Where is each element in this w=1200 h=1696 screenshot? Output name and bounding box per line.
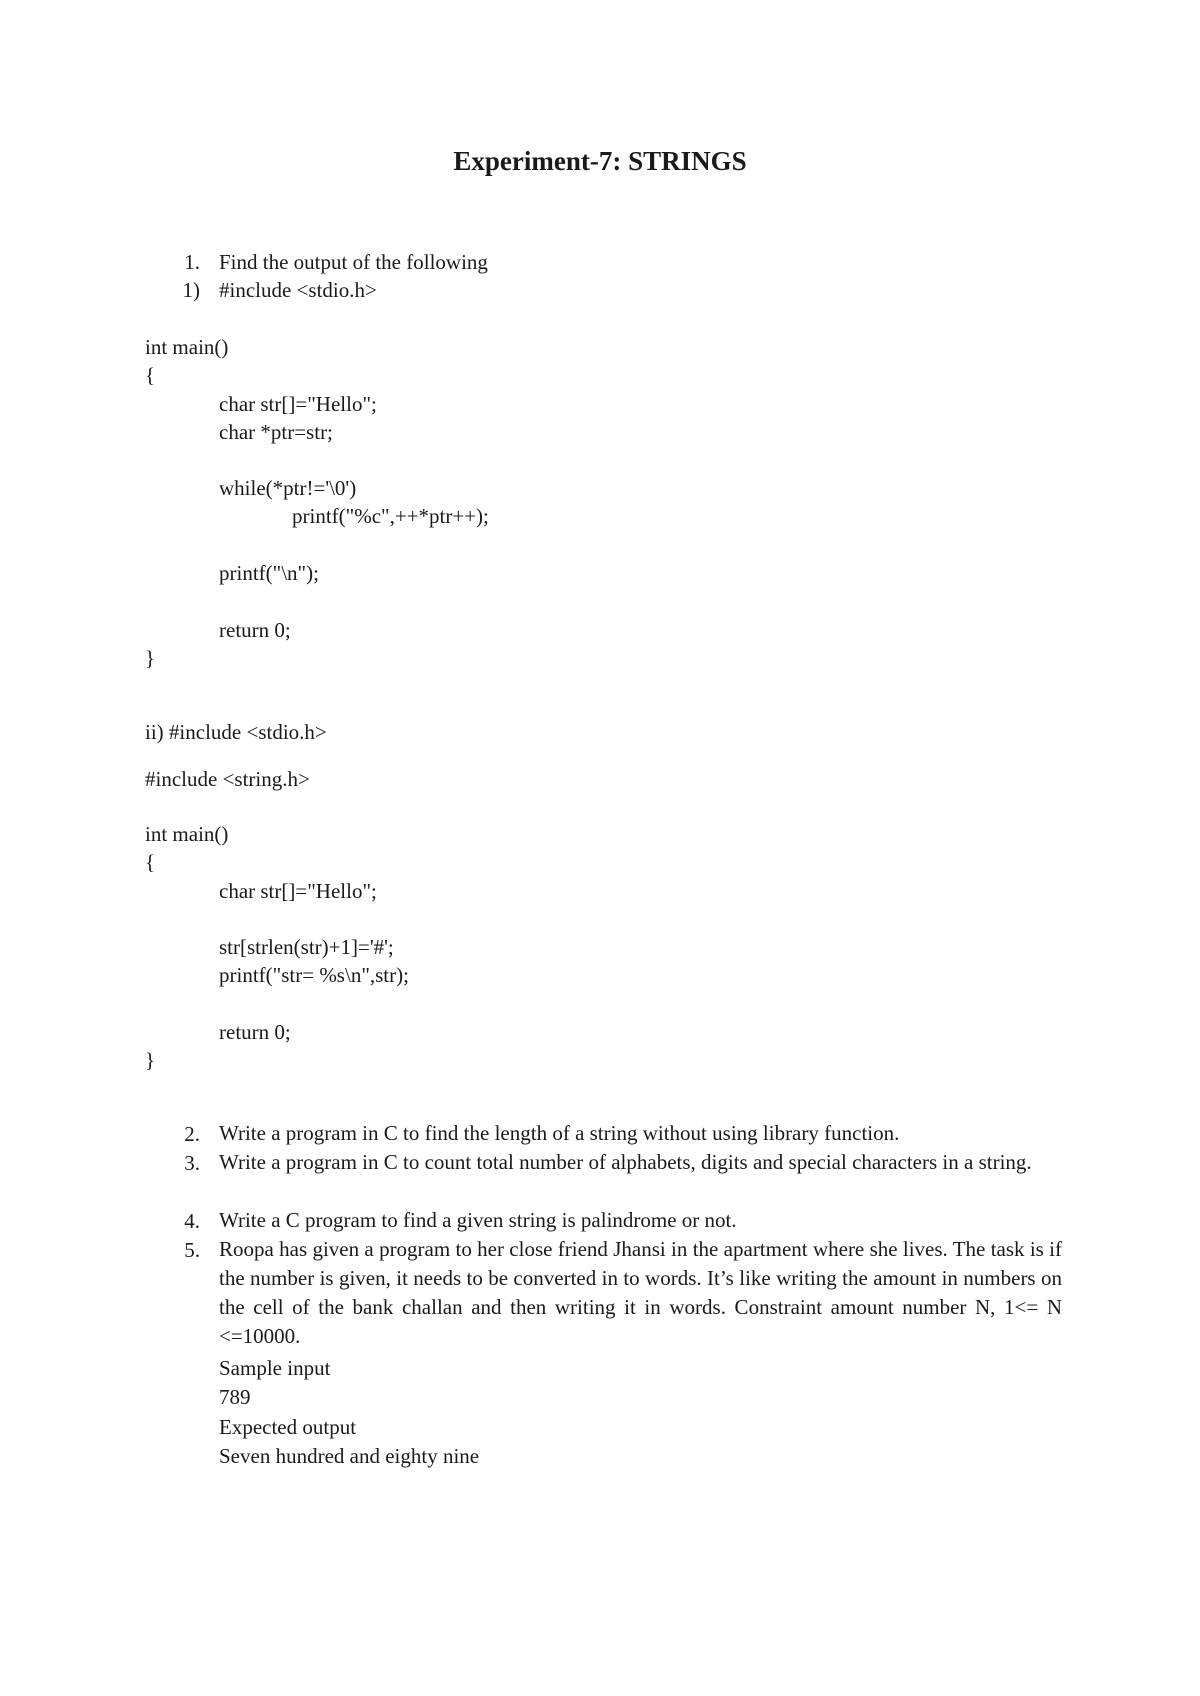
program-2-line: { xyxy=(145,850,156,874)
task-5-text: Roopa has given a program to her close friend Jhansi in the apartment where she lives. The task is if the number is given, it needs to be converted in to words. It’s like writing the amount in numbers on the cell of the bank challan and then writing it in words. Constraint amount number N, 1<= N <=10000. xyxy=(219,1237,1062,1348)
task-4-text: Write a C program to find a given string is palindrome or not. xyxy=(219,1208,737,1232)
task-3-text: Write a program in C to count total number of alphabets, digits and special characters in a string. xyxy=(219,1150,1032,1174)
program-1-line: printf("%c",++*ptr++); xyxy=(292,504,489,528)
program-1-line: printf("\n"); xyxy=(219,561,319,585)
sample-input-value: 789 xyxy=(219,1385,251,1409)
question-1-text: Find the output of the following xyxy=(219,250,488,274)
program-1-line: #include <stdio.h> xyxy=(219,278,377,302)
program-1-line: return 0; xyxy=(219,618,291,642)
program-1-line: { xyxy=(145,363,156,387)
program-1-label: 1) xyxy=(182,278,200,302)
program-2-line: str[strlen(str)+1]='#'; xyxy=(219,935,394,959)
program-2-line: int main() xyxy=(145,822,229,846)
program-1-line: char *ptr=str; xyxy=(219,420,333,444)
task-4-number: 4. xyxy=(184,1209,200,1233)
expected-output-value: Seven hundred and eighty nine xyxy=(219,1444,480,1468)
task-3-number: 3. xyxy=(184,1151,200,1175)
task-2-number: 2. xyxy=(184,1122,200,1146)
program-2-line: } xyxy=(145,1048,156,1072)
task-5-number: 5. xyxy=(184,1238,200,1262)
program-1-line: int main() xyxy=(145,335,229,359)
sample-input-label: Sample input xyxy=(219,1356,331,1380)
page-title: Experiment-7: STRINGS xyxy=(453,146,747,176)
program-2-line: return 0; xyxy=(219,1020,291,1044)
question-1-number: 1. xyxy=(184,250,200,274)
program-2-line: ii) #include <stdio.h> xyxy=(145,720,327,744)
task-2-text: Write a program in C to find the length of a string without using library function. xyxy=(219,1121,900,1145)
expected-output-label: Expected output xyxy=(219,1415,357,1439)
program-1-line: while(*ptr!='\0') xyxy=(219,476,357,500)
program-2-line: char str[]="Hello"; xyxy=(219,879,377,903)
program-1-line: char str[]="Hello"; xyxy=(219,392,377,416)
program-1-line: } xyxy=(145,646,156,670)
program-2-line: printf("str= %s\n",str); xyxy=(219,963,409,987)
program-2-line: #include <string.h> xyxy=(145,767,310,791)
